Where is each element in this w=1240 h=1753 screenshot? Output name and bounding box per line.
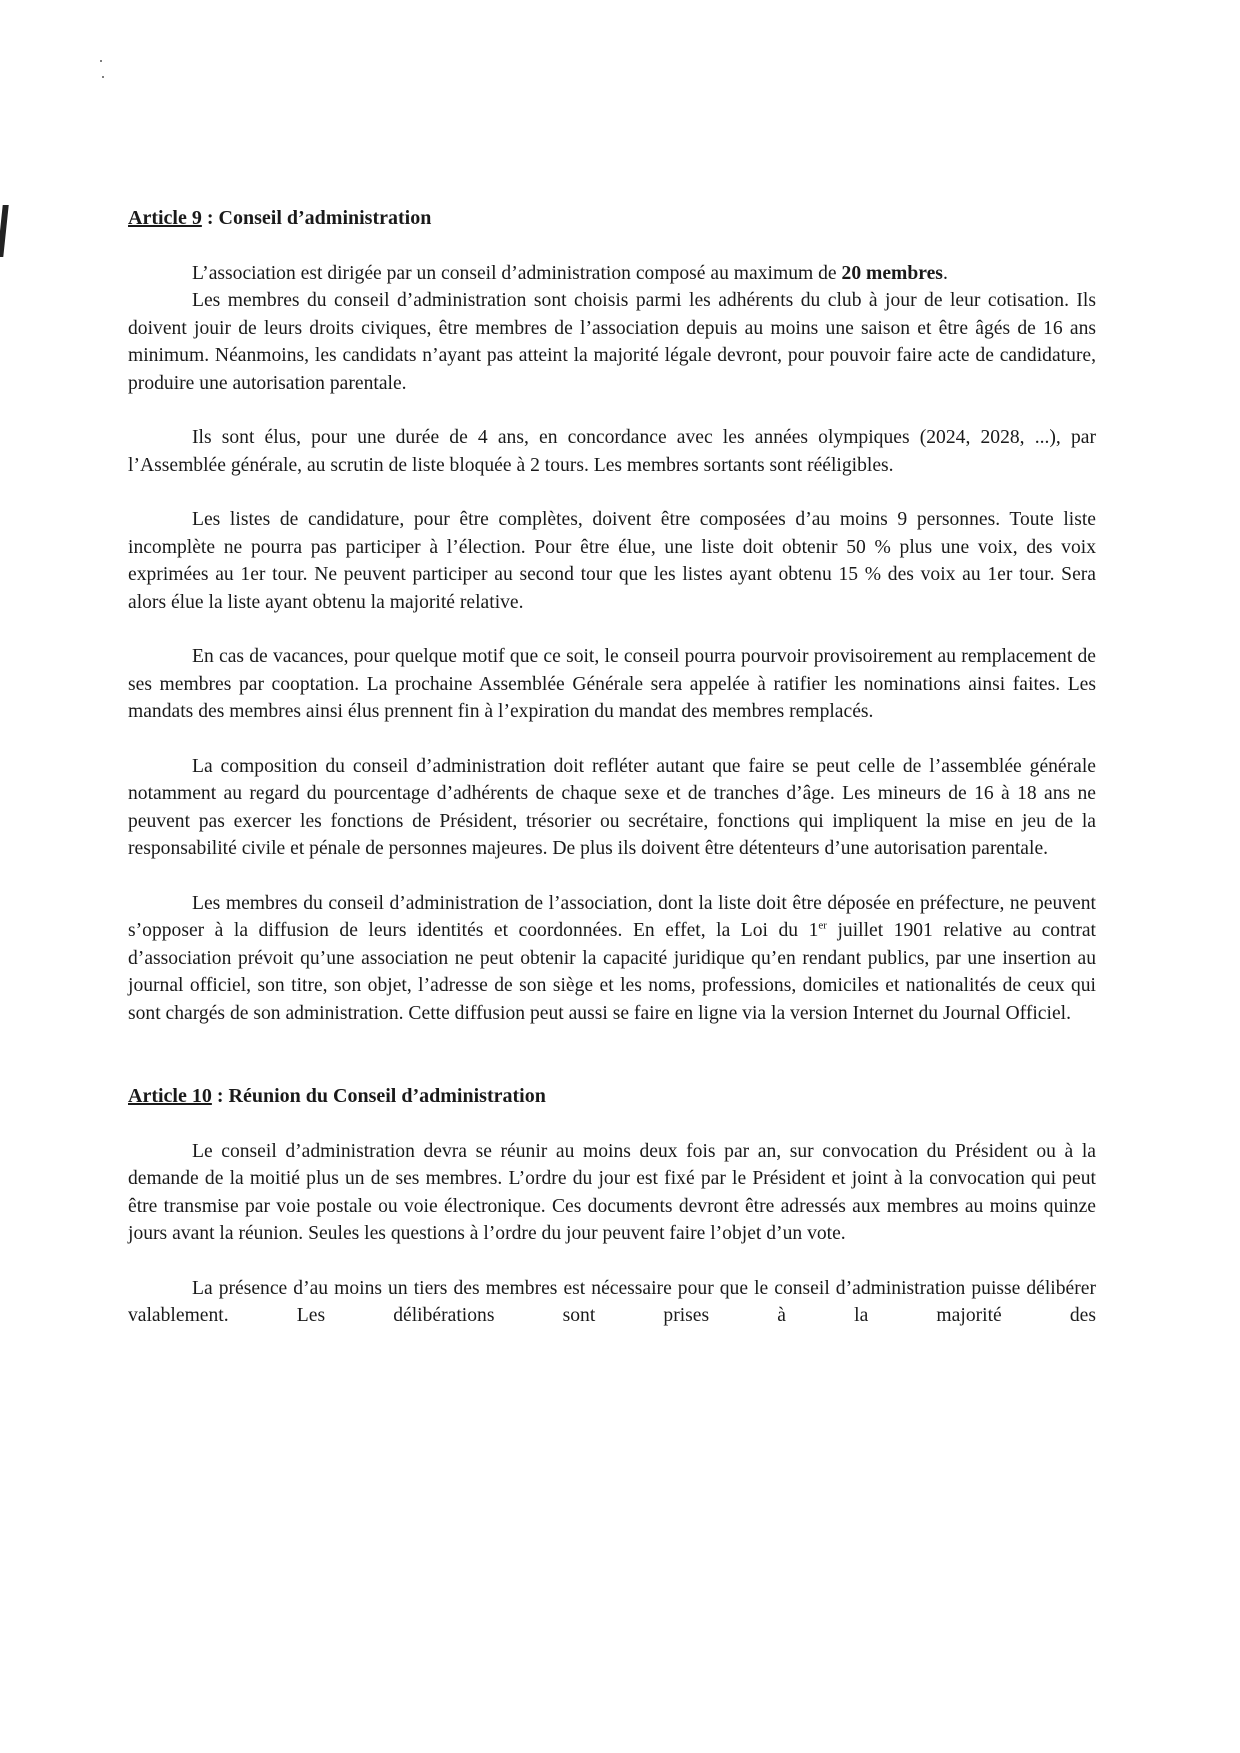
article-9-p7-part-b: juillet 1901 relative au contrat d’association prévoit qu’une association ne peut obtenir la capacité juridique qu’en rendant publics, par une insertion au journal officiel, son titre, son objet, l’adresse de son siège et les noms, professions, domiciles et nationalités de ceux qui sont chargés de son administration. Cette diffusion peut aussi se faire en ligne via la version Internet du Journal Officiel. — [128, 920, 1096, 1024]
article-9-paragraph-6: La composition du conseil d’administration doit refléter autant que faire se peut celle de l’assemblée générale notamment au regard du pourcentage d’adhérents de chaque sexe et de tranches d’âge. Les mineurs de 16 à 18 ans ne peuvent pas exercer les fonctions de Président, trésorier ou secrétaire, fonctions qui impliquent la mise en jeu de la responsabilité civile et pénale de personnes majeures. De plus ils doivent être détenteurs d’une autorisation parentale. — [128, 755, 1096, 859]
article-9-p7-part-a: Les membres du conseil d’administration de l’association, dont la liste doit être déposée en préfecture, ne peuvent s’opposer à la diffusion de leurs identités et coordonnées. En effet, la Loi du 1 — [128, 892, 1096, 941]
scan-speck — [102, 76, 104, 78]
article-9-p1-text: L’association est dirigée par un conseil d’administration composé au maximum de — [192, 262, 842, 284]
article-10-heading — [128, 1083, 1096, 1111]
article-9-p1-bold: 20 membres — [841, 262, 943, 284]
article-10-label: Article 10 — [128, 1085, 212, 1107]
article-10-paragraph-2: La présence d’au moins un tiers des membres est nécessaire pour que le conseil d’administration puisse délibérer valablement. Les délibérations sont prises à la majorité des — [128, 1277, 1096, 1326]
article-10-sep: : — [211, 1085, 229, 1107]
article-9-paragraph-5: En cas de vacances, pour quelque motif que ce soit, le conseil pourra pourvoir provisoirement au remplacement de ses membres par cooptation. La prochaine Assemblée Générale sera appelée à ratifier les nominations ainsi faites. Les mandats des membres ainsi élus prennent fin à l’expiration du mandat des membres remplacés. — [128, 646, 1096, 722]
document-body — [128, 205, 1096, 1330]
article-9-heading — [128, 205, 1096, 233]
article-9-title: Conseil d’administration — [218, 207, 432, 229]
article-9-label: Article 9 — [128, 207, 202, 229]
article-9-p7-sup: er — [818, 919, 827, 932]
article-9-p1-end: . — [942, 262, 948, 284]
article-9-paragraph-4: Les listes de candidature, pour être complètes, doivent être composées d’au moins 9 personnes. Toute liste incomplète ne pourra pas participer à l’élection. Pour être élue, une liste doit obtenir 50 % plus une voix, des voix exprimées au 1er tour. Ne peuvent participer au second tour que les listes ayant obtenu 15 % des voix au 1er tour. Sera alors élue la liste ayant obtenu la majorité relative. — [128, 509, 1096, 613]
scan-speck — [100, 60, 102, 62]
article-9-sep: : — [201, 207, 219, 229]
article-9-paragraph-2: Les membres du conseil d’administration sont choisis parmi les adhérents du club à jour de leur cotisation. Ils doivent jouir de leurs droits civiques, être membres de l’association depuis au moins une saison et être âgés de 16 ans minimum. Néanmoins, les candidats n’ayant pas atteint la majorité légale devront, pour pouvoir faire acte de candidature, produire une autorisation parentale. — [128, 290, 1096, 394]
article-9-paragraph-3: Ils sont élus, pour une durée de 4 ans, en concordance avec les années olympiques (2024, 2028, ...), par l’Assemblée générale, au scrutin de liste bloquée à 2 tours. Les membres sortants sont rééligibles. — [128, 427, 1096, 476]
article-9-paragraph-7 — [128, 890, 1096, 1028]
article-10-title: Réunion du Conseil d’administration — [228, 1085, 546, 1107]
scan-artifact — [0, 205, 9, 257]
article-9-paragraph-1 — [128, 260, 1096, 288]
article-10-paragraph-1: Le conseil d’administration devra se réunir au moins deux fois par an, sur convocation du Président ou à la demande de la moitié plus un de ses membres. L’ordre du jour est fixé par le Président et joint à la convocation qui peut être transmise par voie postale ou voie électronique. Ces documents devront être adressés aux membres au moins quinze jours avant la réunion. Seules les questions à l’ordre du jour peuvent faire l’objet d’un vote. — [128, 1140, 1096, 1244]
